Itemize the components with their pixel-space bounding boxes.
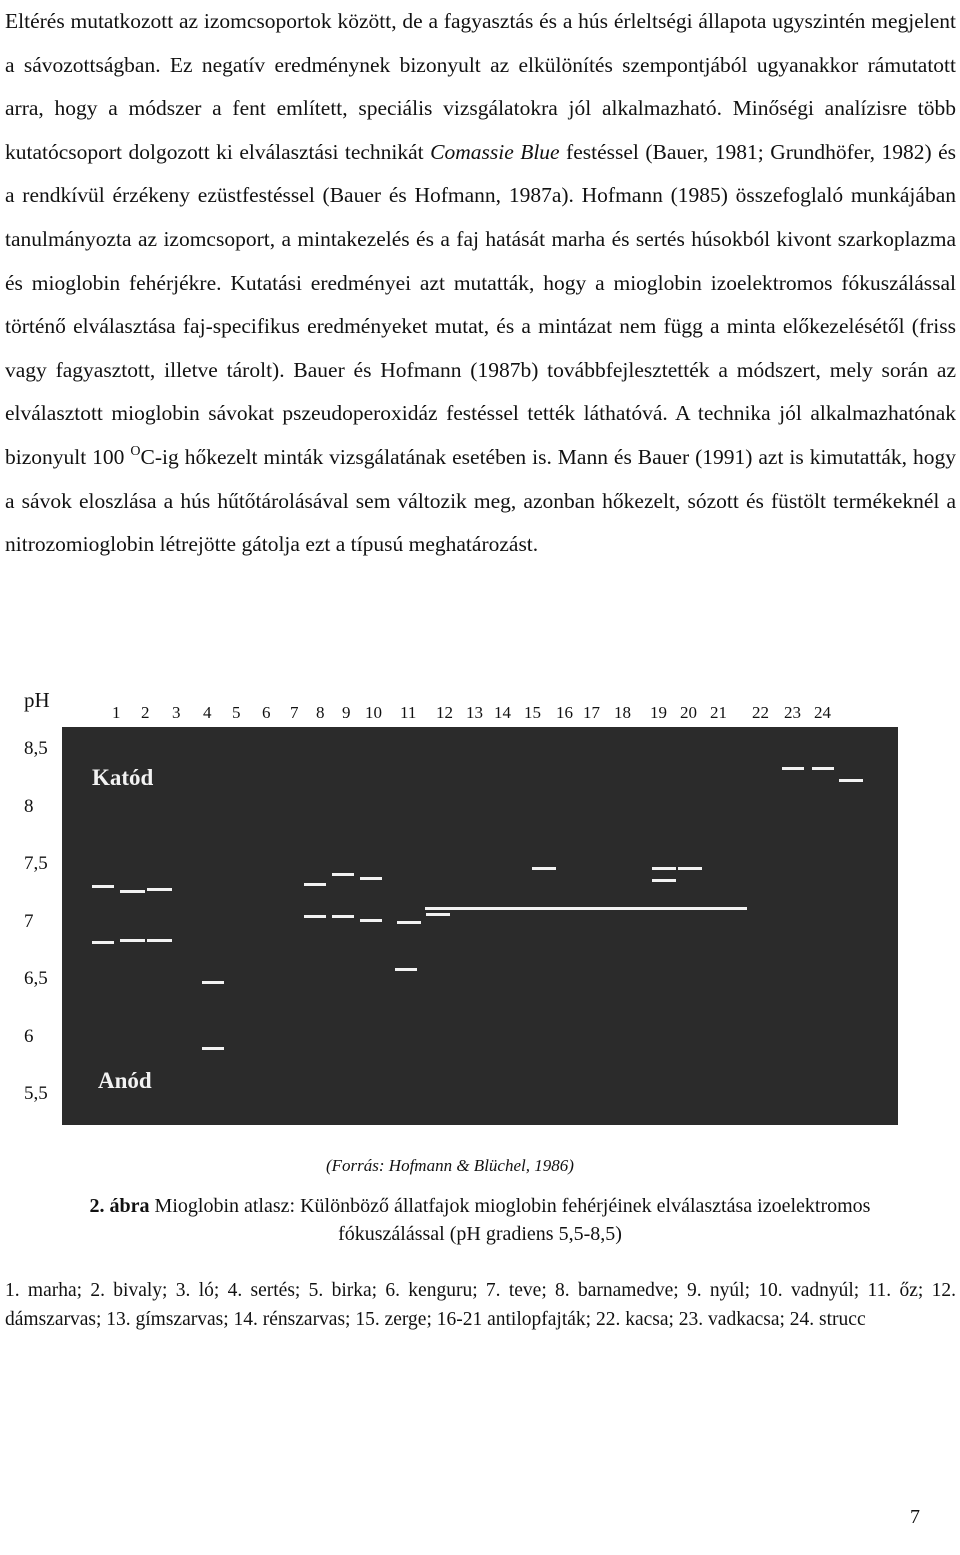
gel-band	[839, 779, 863, 782]
lane-number: 24	[814, 703, 831, 722]
lane-number: 16	[556, 703, 573, 722]
lane-number: 22	[752, 703, 769, 722]
gel-band	[425, 907, 747, 910]
lane-number-row	[0, 703, 960, 727]
page-number: 7	[910, 1506, 920, 1528]
lane-number: 1	[112, 703, 121, 722]
italic-term: Comassie Blue	[430, 139, 560, 164]
gel-band	[120, 939, 145, 942]
gel-band	[332, 915, 354, 918]
ph-axis-label: pH	[24, 688, 50, 712]
lane-number: 17	[583, 703, 600, 722]
ph-tick-label: 8	[24, 796, 34, 817]
ph-tick-label: 5,5	[24, 1083, 48, 1104]
lane-number: 4	[203, 703, 212, 722]
gel-band	[652, 879, 676, 882]
gel-band	[304, 883, 326, 886]
gel-band	[92, 885, 114, 888]
figure-caption-text: Mioglobin atlasz: Különböző állatfajok mioglobin fehérjéinek elválasztása izoelektromos fókuszálással (pH gradiens 5,5-8,5)	[149, 1195, 871, 1245]
lane-number: 13	[466, 703, 483, 722]
degree-superscript: O	[130, 443, 141, 459]
ph-tick-label: 7	[24, 911, 34, 932]
gel-band	[147, 939, 172, 942]
gel-band	[92, 941, 114, 944]
lane-number: 10	[365, 703, 382, 722]
paragraph-text-3: C-ig hőkezelt minták vizsgálatának esetében is. Mann és Bauer (1991) azt is kimutatták, hogy a sávok eloszlása a hús hűtőtárolásával sem változik meg, azonban hőkezelt, sózott és füstölt termékeknél a nitrozomioglobin létrejötte gátolja ezt a típusú meghatározást.	[5, 444, 956, 557]
gel-band	[532, 867, 556, 870]
paragraph-text-1: Eltérés mutatkozott az izomcsoportok között, de a fagyasztás és a hús érleltségi állapota ugyszintén megjelent a sávozottságban. Ez negatív eredménynek bizonyult az elkülönítés szempontjából ugyanakkor rámutatott arra, hogy a módszer a fent említett, speciális vizsgálatokra jól alkalmazható. Minőségi analízisre több kutatócsoport dolgozott ki elválasztási technikát	[5, 9, 956, 164]
lane-number: 20	[680, 703, 697, 722]
lane-number: 21	[710, 703, 727, 722]
gel-figure	[62, 727, 898, 1125]
gel-band	[652, 867, 676, 870]
gel-band	[332, 873, 354, 876]
ph-tick-label: 7,5	[24, 853, 48, 874]
figure-caption	[40, 1192, 920, 1248]
gel-band	[782, 767, 804, 770]
gel-band	[202, 981, 224, 984]
lane-number: 19	[650, 703, 667, 722]
gel-band	[426, 913, 450, 916]
lane-number: 12	[436, 703, 453, 722]
gel-band	[202, 1047, 224, 1050]
figure-number: 2. ábra	[89, 1195, 150, 1217]
lane-number: 18	[614, 703, 631, 722]
lane-number: 6	[262, 703, 271, 722]
lane-number: 3	[172, 703, 181, 722]
gel-band	[120, 890, 145, 893]
gel-band	[360, 877, 382, 880]
gel-band	[395, 968, 417, 971]
lane-number: 5	[232, 703, 241, 722]
gel-band	[147, 888, 172, 891]
gel-band	[360, 919, 382, 922]
lane-number: 8	[316, 703, 325, 722]
gel-band	[678, 867, 702, 870]
lane-number: 9	[342, 703, 351, 722]
gel-band	[397, 921, 421, 924]
gel-background	[62, 727, 898, 1125]
lane-number: 11	[400, 703, 417, 722]
gel-band	[304, 915, 326, 918]
ph-tick-label: 6	[24, 1026, 34, 1047]
species-legend: 1. marha; 2. bivaly; 3. ló; 4. sertés; 5. birka; 6. kenguru; 7. teve; 8. barnamedve; 9. nyúl; 10. vadnyúl; 11. őz; 12. dámszarvas; 13. gímszarvas; 14. rénszarvas; 15. zerge; 16-21 antilopfajták; 22. kacsa; 23. vadkacsa; 24. strucc	[5, 1280, 956, 1330]
cathode-label: Katód	[92, 765, 154, 790]
ph-tick-label: 6,5	[24, 968, 48, 989]
lane-number: 15	[524, 703, 541, 722]
figure-source: (Forrás: Hofmann & Blüchel, 1986)	[326, 1156, 574, 1175]
lane-number: 7	[290, 703, 299, 722]
lane-number: 23	[784, 703, 801, 722]
lane-number: 14	[494, 703, 511, 722]
gel-band	[812, 767, 834, 770]
anode-label: Anód	[98, 1068, 152, 1093]
ph-tick-label: 8,5	[24, 738, 48, 759]
body-paragraph	[5, 0, 956, 567]
paragraph-text-2: festéssel (Bauer, 1981; Grundhöfer, 1982) és a rendkívül érzékeny ezüstfestéssel (Bauer és Hofmann, 1987a). Hofmann (1985) összefoglaló munkájában tanulmányozta az izomcsoport, a mintakezelés és a faj hatását marha és sertés húsokból kivont szarkoplazma és mioglobin fehérjékre. Kutatási eredményei azt mutatták, hogy a mioglobin izoelektromos fókuszálással történő elválasztása faj-specifikus eredményeket mutat, és a mintázat nem függ a minta előkezelésétől (friss vagy fagyasztott, illetve tárolt). Bauer és Hofmann (1987b) továbbfejlesztették a módszert, mely során az elválasztott mioglobin sávokat pszeudoperoxidáz festéssel tették láthatóvá. A technika jól alkalmazhatónak bizonyult 100	[5, 139, 956, 469]
lane-number: 2	[141, 703, 150, 722]
